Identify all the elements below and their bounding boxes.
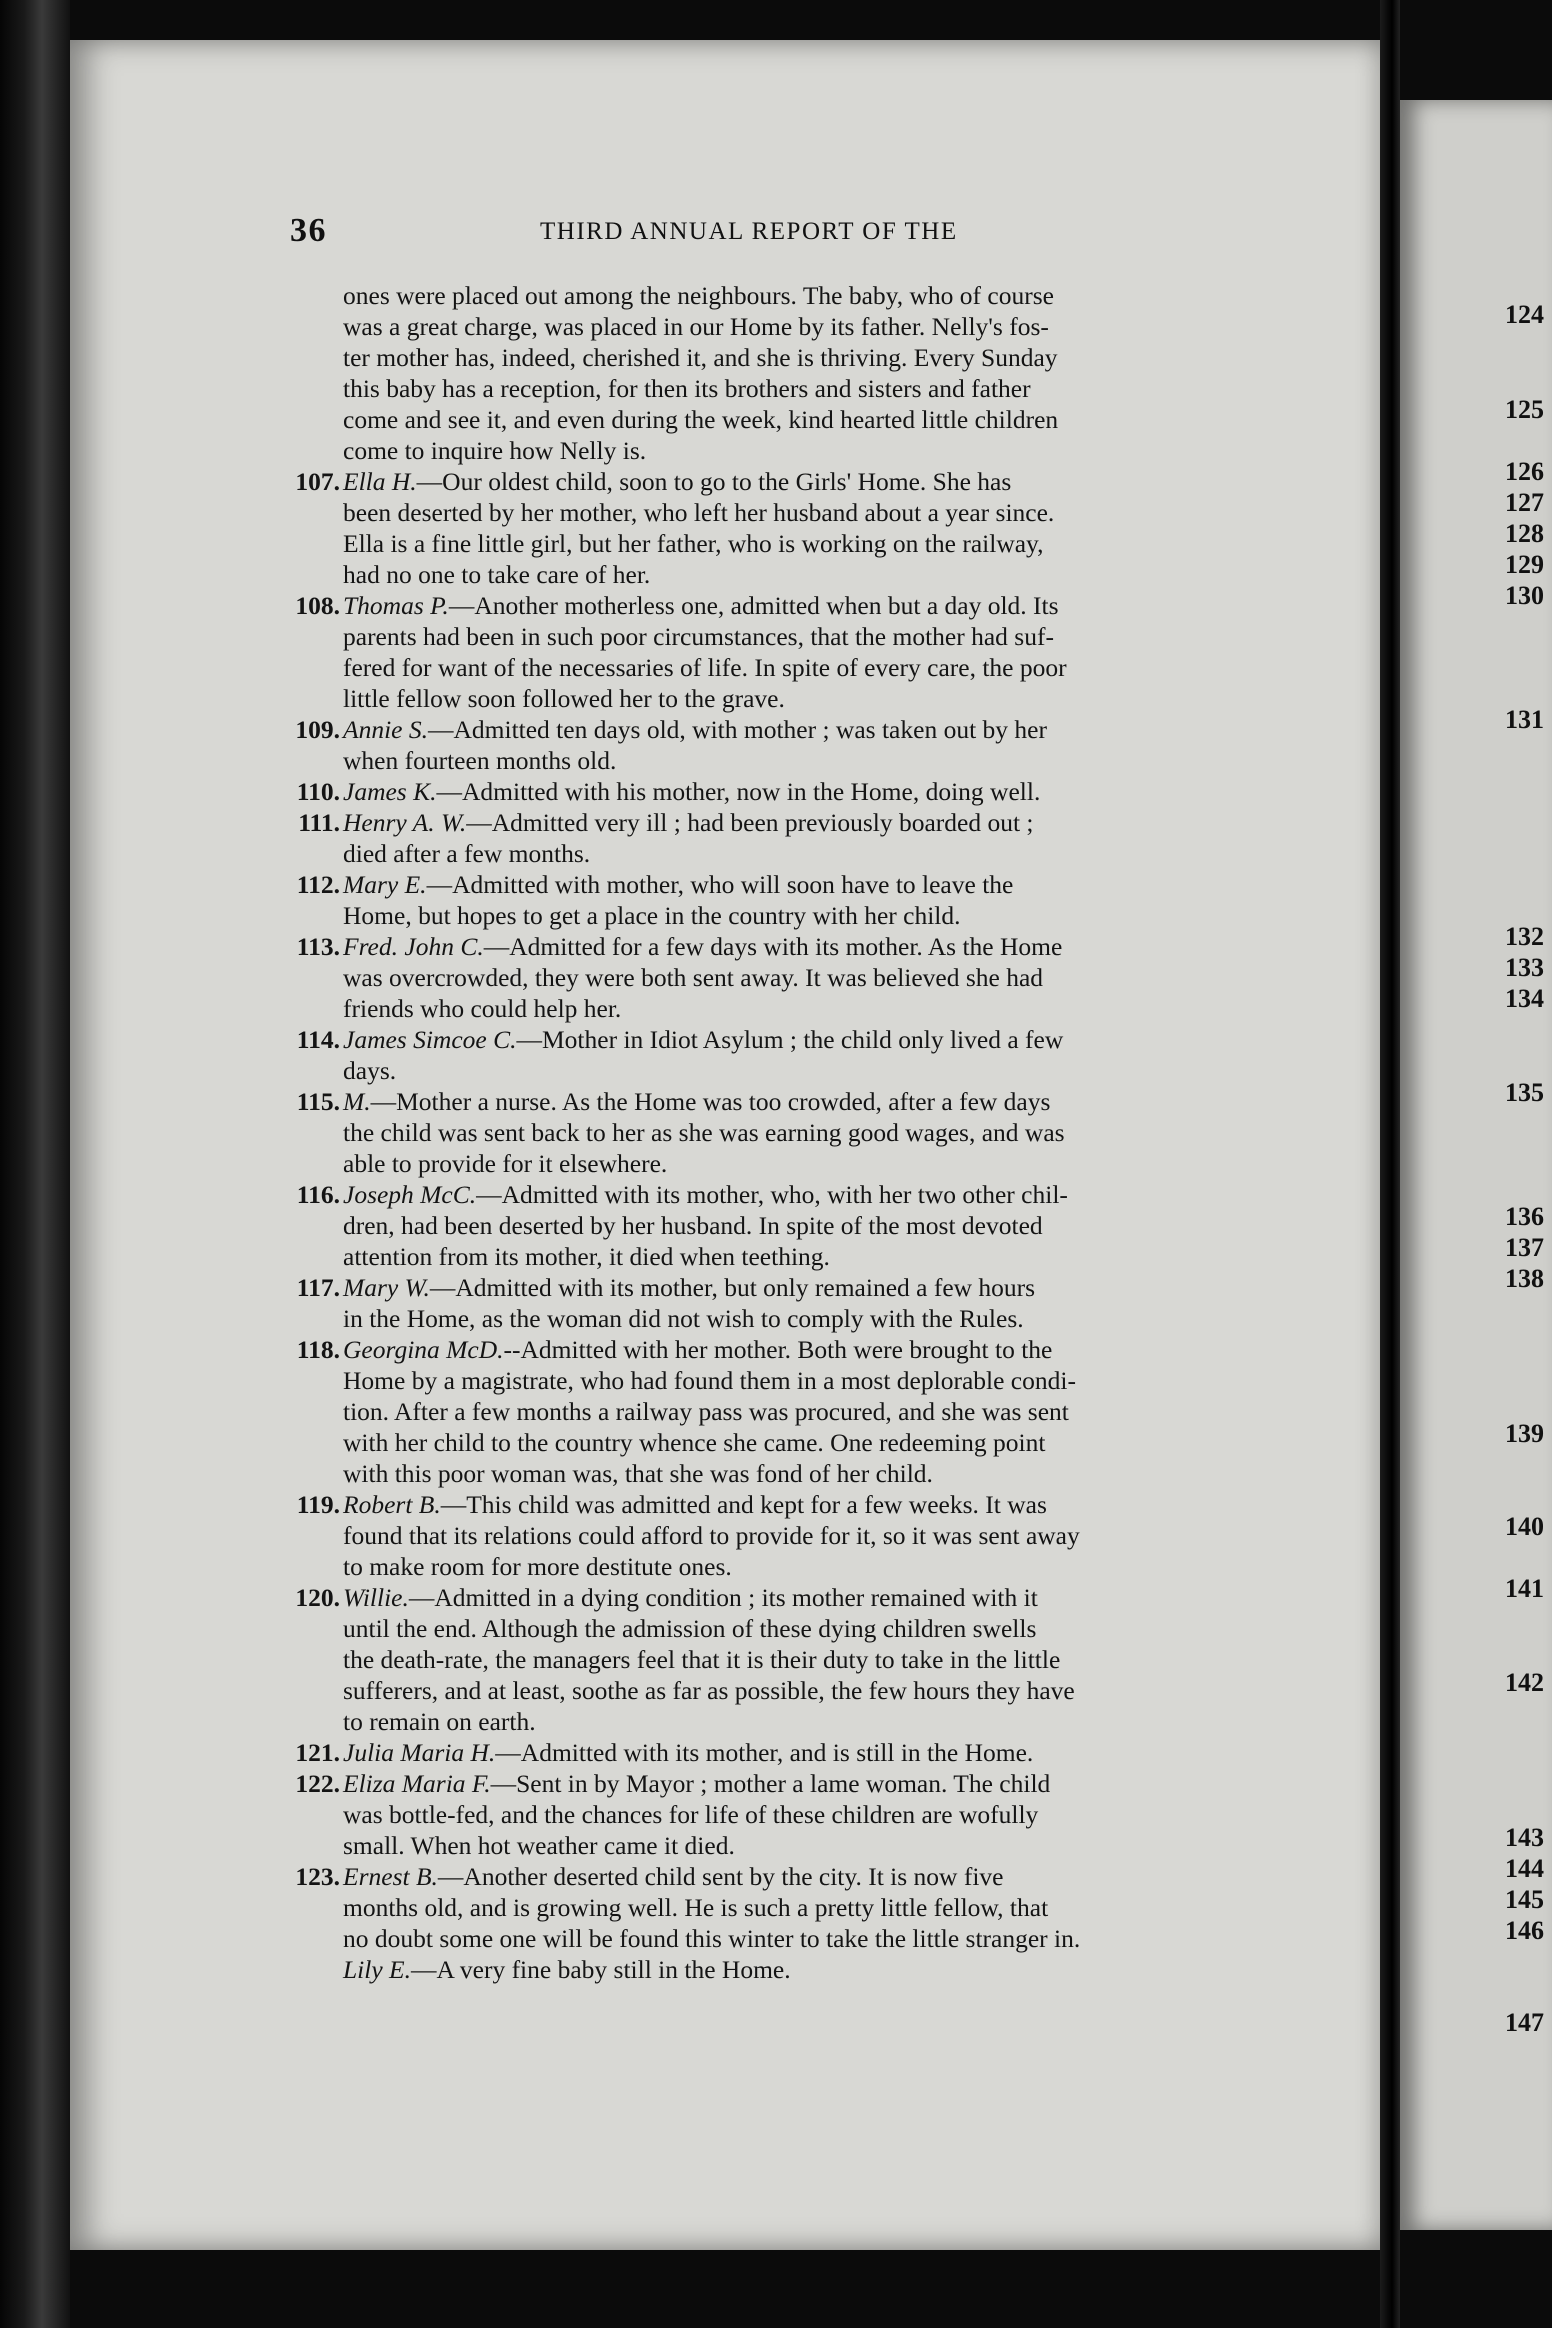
entry-text: with her child to the country whence she came. One redeeming point [343, 1428, 1046, 1457]
text-line [343, 1675, 1270, 1706]
entry-text: parents had been in such poor circumstances, that the mother had suf- [343, 622, 1054, 651]
entry-text: had no one to take care of her. [343, 560, 651, 589]
entry-text: —This child was admitted and kept for a few weeks. It was [440, 1490, 1047, 1519]
entry-text: died after a few months. [343, 839, 591, 868]
text-line: come to inquire how Nelly is. [343, 436, 647, 465]
text-line [343, 1334, 1270, 1365]
text-line [343, 1830, 1270, 1861]
facing-page-number: 134 [1505, 984, 1544, 1013]
entry-text: no doubt some one will be found this winter to take the little stranger in. [343, 1924, 1081, 1953]
text-line [343, 900, 1270, 931]
lead-paragraph [270, 280, 1270, 466]
text-line [343, 1768, 1270, 1799]
text-line [343, 1737, 1270, 1768]
entry-number: 109. [295, 715, 340, 744]
facing-page-number: 131 [1505, 705, 1544, 734]
text-line [343, 1303, 1270, 1334]
text-line [343, 621, 1270, 652]
entry-text: to make room for more destitute ones. [343, 1552, 732, 1581]
facing-page-number: 132 [1505, 922, 1544, 951]
entry-number: 114. [296, 1025, 340, 1054]
entry-text: —Sent in by Mayor ; mother a lame woman. The child [490, 1769, 1051, 1798]
entry-name: James K. [343, 777, 437, 806]
facing-page-number: 129 [1505, 550, 1544, 579]
entry-text: months old, and is growing well. He is such a pretty little fellow, that [343, 1893, 1049, 1922]
entry-text: with this poor woman was, that she was fond of her child. [343, 1459, 933, 1488]
entry-text: Ella is a fine little girl, but her father, who is working on the railway, [343, 529, 1044, 558]
entry-text: days. [343, 1056, 397, 1085]
entry-name: Thomas P. [343, 591, 449, 620]
facing-page-number: 126 [1505, 457, 1544, 486]
numbered-entry [270, 931, 1270, 1024]
numbered-entry [270, 1582, 1270, 1737]
text-line [343, 1489, 1270, 1520]
entry-text: little fellow soon followed her to the grave. [343, 684, 785, 713]
facing-page-number: 127 [1505, 488, 1544, 517]
running-title: THIRD ANNUAL REPORT OF THE [540, 218, 958, 245]
numbered-entry [270, 1272, 1270, 1334]
entry-text: the death-rate, the managers feel that it is their duty to take in the little [343, 1645, 1061, 1674]
entry-text: —Admitted with mother, who will soon have to leave the [426, 870, 1014, 899]
entry-name: Henry A. W. [343, 808, 467, 837]
entry-number: 117. [296, 1273, 340, 1302]
entry-text: attention from its mother, it died when teething. [343, 1242, 830, 1271]
entry-text: —Another deserted child sent by the city. It is now five [437, 1862, 1004, 1891]
entry-text: —Admitted with its mother, and is still in the Home. [495, 1738, 1034, 1767]
numbered-entry [270, 1334, 1270, 1489]
entry-number: 113. [296, 932, 340, 961]
numbered-entry [270, 1489, 1270, 1582]
entry-number: 108. [295, 591, 340, 620]
facing-page-number: 142 [1505, 1668, 1544, 1697]
entry-text: --Admitted with her mother. Both were brought to the [503, 1335, 1053, 1364]
numbered-entry [270, 1737, 1270, 1768]
numbered-entry [270, 466, 1270, 590]
text-line [343, 931, 1270, 962]
text-line [343, 1520, 1270, 1551]
facing-page-number: 140 [1505, 1512, 1544, 1541]
entry-number: 116. [296, 1180, 340, 1209]
text-line [343, 590, 1270, 621]
entry-text: able to provide for it elsewhere. [343, 1149, 668, 1178]
text-line [343, 807, 1270, 838]
entry-text: tion. After a few months a railway pass was procured, and she was sent [343, 1397, 1069, 1426]
text-line [343, 683, 1270, 714]
entry-number: 112. [296, 870, 340, 899]
entry-name: Ella H. [343, 467, 417, 496]
trailing-entry [270, 1954, 1270, 1985]
entry-text: small. When hot weather came it died. [343, 1831, 735, 1860]
text-line [343, 1706, 1270, 1737]
entry-text: —Admitted with its mother, but only remained a few hours [429, 1273, 1036, 1302]
text-line [343, 745, 1270, 776]
text-line [343, 497, 1270, 528]
text-line [343, 1241, 1270, 1272]
entry-number: 110. [296, 777, 340, 806]
entry-text: dren, had been deserted by her husband. In spite of the most devoted [343, 1211, 1043, 1240]
facing-page-number: 145 [1505, 1885, 1544, 1914]
text-line: ter mother has, indeed, cherished it, and she is thriving. Every Sunday [343, 343, 1058, 372]
entry-text: friends who could help her. [343, 994, 622, 1023]
entry-number: 122. [295, 1769, 340, 1798]
text-line [343, 962, 1270, 993]
entry-text: —Admitted in a dying condition ; its mother remained with it [408, 1583, 1038, 1612]
text-line [343, 1117, 1270, 1148]
text-line [343, 1892, 1270, 1923]
text-line [343, 1551, 1270, 1582]
entry-name: Joseph McC. [343, 1180, 477, 1209]
text-line [343, 869, 1270, 900]
text-line [343, 1458, 1270, 1489]
facing-page-number: 141 [1505, 1574, 1544, 1603]
text-line [343, 1427, 1270, 1458]
text-line [343, 1799, 1270, 1830]
entry-text: —Our oldest child, soon to go to the Girls' Home. She has [416, 467, 1012, 496]
entry-number: 120. [295, 1583, 340, 1612]
entry-text: Home, but hopes to get a place in the country with her child. [343, 901, 961, 930]
entry-number: 107. [295, 467, 340, 496]
facing-page-number: 130 [1505, 581, 1544, 610]
text-line [343, 652, 1270, 683]
entry-name: Annie S. [343, 715, 428, 744]
numbered-entry [270, 1024, 1270, 1086]
text-line [343, 528, 1270, 559]
entry-text: —Another motherless one, admitted when but a day old. Its [448, 591, 1059, 620]
entry-number: 118. [296, 1335, 340, 1364]
text-line [343, 1582, 1270, 1613]
entry-text: was overcrowded, they were both sent away. It was believed she had [343, 963, 1044, 992]
text-line: come and see it, and even during the week, kind hearted little children [343, 405, 1059, 434]
numbered-entry [270, 869, 1270, 931]
numbered-entry [270, 1768, 1270, 1861]
facing-page-number: 128 [1505, 519, 1544, 548]
text-line [343, 993, 1270, 1024]
text-line [343, 1272, 1270, 1303]
entry-number: 123. [295, 1862, 340, 1891]
page-header [0, 212, 1552, 252]
text-line [343, 1861, 1270, 1892]
entry-text: —Admitted very ill ; had been previously boarded out ; [466, 808, 1034, 837]
facing-page-number: 137 [1505, 1233, 1544, 1262]
facing-page-number: 135 [1505, 1078, 1544, 1107]
facing-page-number: 143 [1505, 1823, 1544, 1852]
entry-text: —Admitted for a few days with its mother. As the Home [483, 932, 1063, 961]
entry-text: Home by a magistrate, who had found them in a most deplorable condi- [343, 1366, 1076, 1395]
text-line [343, 1923, 1270, 1954]
text-line [343, 1365, 1270, 1396]
numbered-entry [270, 1179, 1270, 1272]
entry-text: —Mother in Idiot Asylum ; the child only lived a few [516, 1025, 1064, 1054]
entry-name: Georgina McD. [343, 1335, 504, 1364]
entry-text: —Admitted with his mother, now in the Home, doing well. [436, 777, 1041, 806]
book-gutter [1380, 0, 1400, 2328]
facing-page-number: 136 [1505, 1202, 1544, 1231]
entry-name: Willie. [343, 1583, 409, 1612]
text-line: was a great charge, was placed in our Home by its father. Nelly's fos- [343, 312, 1049, 341]
entry-name: Julia Maria H. [343, 1738, 496, 1767]
text-line [343, 1086, 1270, 1117]
entry-number: 111. [298, 808, 340, 837]
page-number: 36 [290, 212, 327, 249]
entry-text: —A very fine baby still in the Home. [411, 1955, 791, 1984]
entry-text: fered for want of the necessaries of life. In spite of every care, the poor [343, 653, 1067, 682]
entry-number: 115. [296, 1087, 340, 1116]
entry-text: the child was sent back to her as she was earning good wages, and was [343, 1118, 1065, 1147]
entry-text: sufferers, and at least, soothe as far as possible, the few hours they have [343, 1676, 1075, 1705]
entry-name: Ernest B. [343, 1862, 438, 1891]
entry-text: found that its relations could afford to provide for it, so it was sent away [343, 1521, 1080, 1550]
entry-text: —Admitted with its mother, who, with her two other chil- [476, 1180, 1068, 1209]
numbered-entry [270, 590, 1270, 714]
report-body [270, 280, 1270, 1985]
text-line: ones were placed out among the neighbours. The baby, who of course [343, 281, 1054, 310]
numbered-entry [270, 1086, 1270, 1179]
text-line [343, 1024, 1270, 1055]
entry-number: 119. [296, 1490, 340, 1519]
facing-page-number: 144 [1505, 1854, 1544, 1883]
text-line [343, 1055, 1270, 1086]
facing-page-number: 133 [1505, 953, 1544, 982]
entry-name: Fred. John C. [343, 932, 484, 961]
text-line [343, 714, 1270, 745]
entry-text: to remain on earth. [343, 1707, 536, 1736]
facing-page-number: 125 [1505, 395, 1544, 424]
entry-name: James Simcoe C. [343, 1025, 517, 1054]
entry-text: —Mother a nurse. As the Home was too crowded, after a few days [370, 1087, 1051, 1116]
numbered-entry [270, 1861, 1270, 1954]
text-line [343, 838, 1270, 869]
facing-page-number: 147 [1505, 2008, 1544, 2037]
entry-name: Mary E. [343, 870, 427, 899]
entry-text: in the Home, as the woman did not wish to comply with the Rules. [343, 1304, 1024, 1333]
text-line [343, 1210, 1270, 1241]
text-line [343, 1613, 1270, 1644]
entry-name: Eliza Maria F. [343, 1769, 491, 1798]
facing-page-number: 146 [1505, 1916, 1544, 1945]
text-line [343, 559, 1270, 590]
facing-page-number: 138 [1505, 1264, 1544, 1293]
entry-name: Mary W. [343, 1273, 430, 1302]
entry-text: been deserted by her mother, who left her husband about a year since. [343, 498, 1055, 527]
text-line [343, 1644, 1270, 1675]
numbered-entry [270, 807, 1270, 869]
facing-page-number: 139 [1505, 1419, 1544, 1448]
entry-name: Lily E. [343, 1955, 411, 1984]
entry-text: was bottle-fed, and the chances for life of these children are wofully [343, 1800, 1039, 1829]
book-spine [0, 0, 70, 2328]
entry-name: Robert B. [343, 1490, 441, 1519]
numbered-entry [270, 714, 1270, 776]
text-line [343, 1148, 1270, 1179]
numbered-entry [270, 776, 1270, 807]
text-line [343, 776, 1270, 807]
entry-text: —Admitted ten days old, with mother ; was taken out by her [427, 715, 1047, 744]
entry-text: when fourteen months old. [343, 746, 617, 775]
entry-name: M. [343, 1087, 371, 1116]
text-line [343, 466, 1270, 497]
facing-page-number: 124 [1505, 300, 1544, 329]
text-line [343, 1396, 1270, 1427]
entry-text: until the end. Although the admission of these dying children swells [343, 1614, 1037, 1643]
entry-list [270, 466, 1270, 1954]
text-line: this baby has a reception, for then its brothers and sisters and father [343, 374, 1031, 403]
entry-number: 121. [295, 1738, 340, 1767]
text-line [343, 1179, 1270, 1210]
